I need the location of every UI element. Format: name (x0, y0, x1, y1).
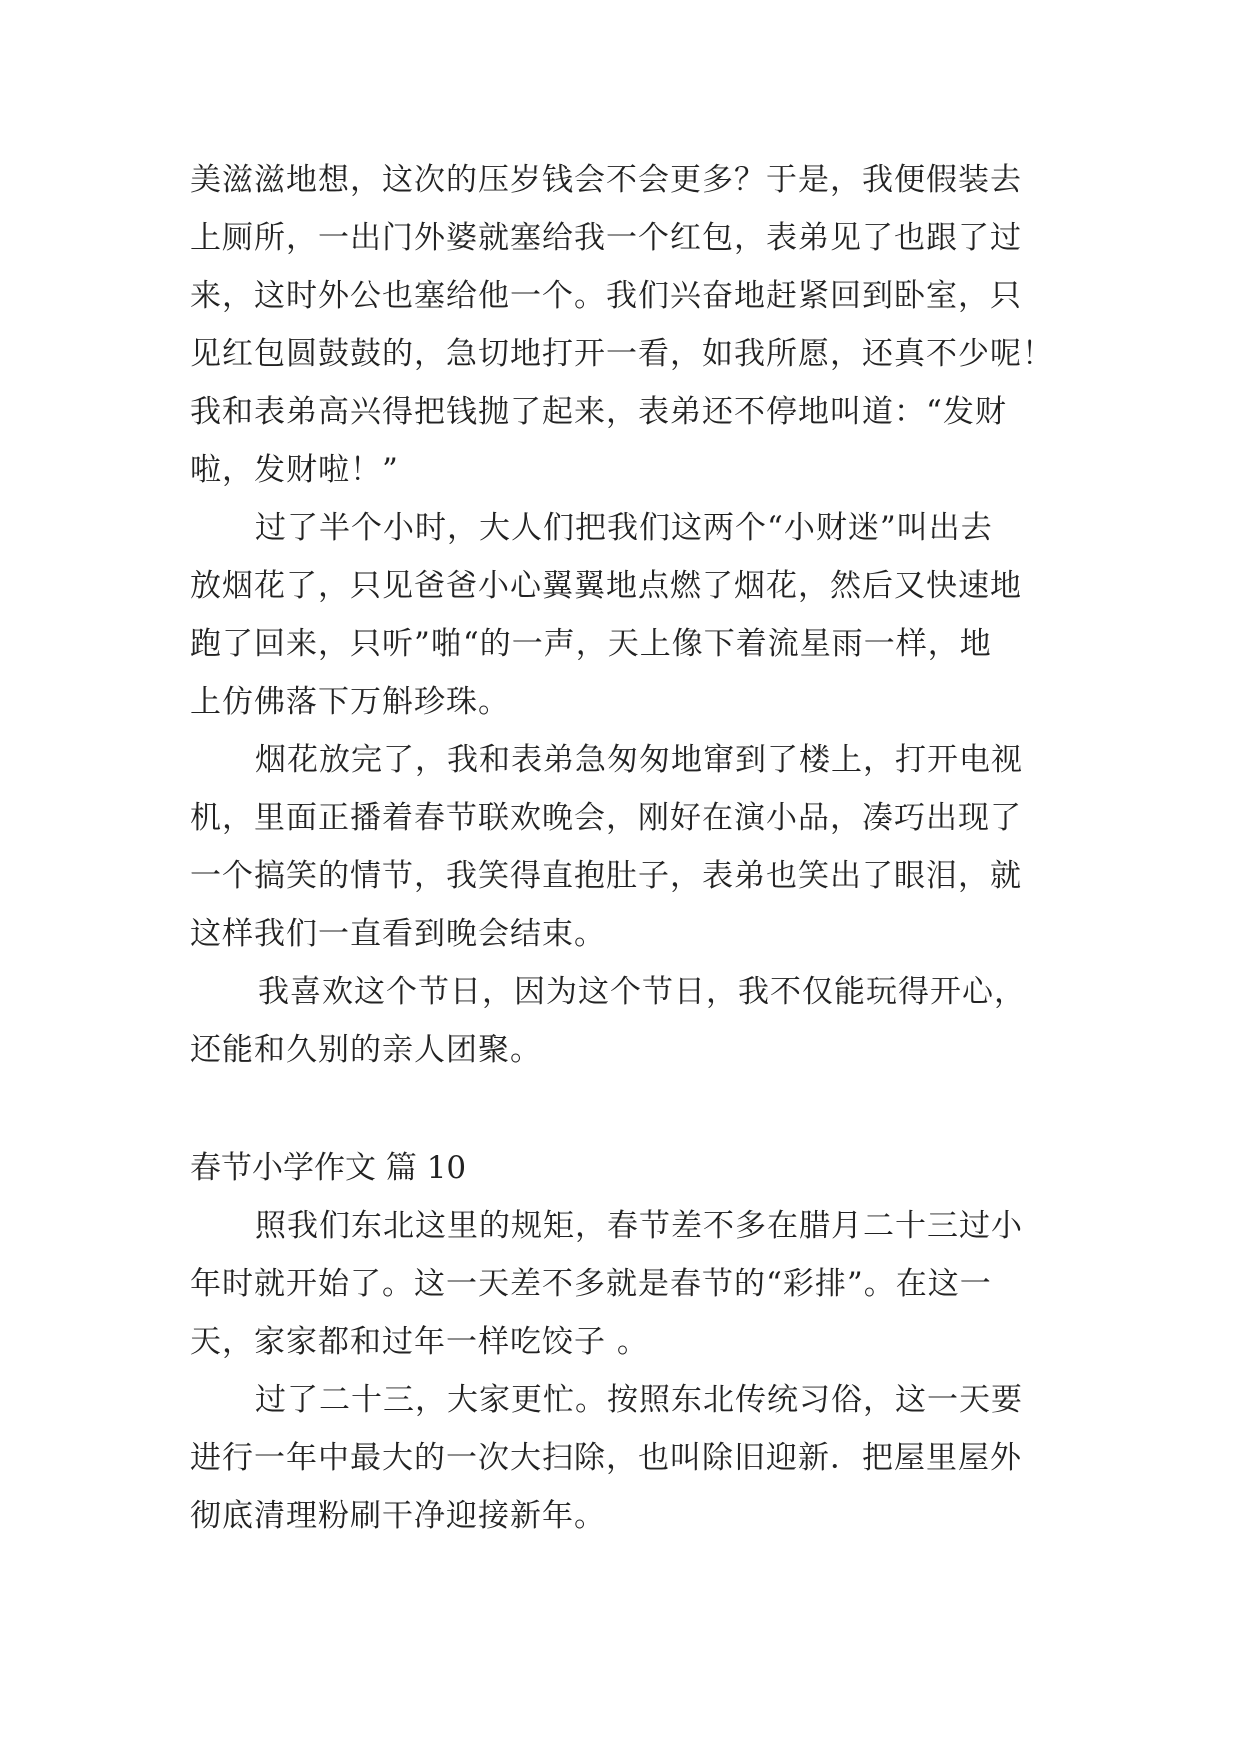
text-line: 见红包圆鼓鼓的，急切地打开一看，如我所愿，还真不少呢！ (190, 336, 1054, 372)
text-line: 年时就开始了。这一天差不多就是春节的“彩排”。在这一 (190, 1266, 992, 1302)
text-line: 放烟花了，只见爸爸小心翼翼地点燃了烟花，然后又快速地 (190, 568, 1022, 604)
paragraph-first-line: 照我们东北这里的规矩，春节差不多在腊月二十三过小 (255, 1208, 1023, 1244)
paragraph-first-line: 过了二十三，大家更忙。按照东北传统习俗，这一天要 (255, 1382, 1023, 1418)
text-line: 上仿佛落下万斛珍珠。 (190, 684, 510, 720)
text-line: 一个搞笑的情节，我笑得直抱肚子，表弟也笑出了眼泪，就 (190, 858, 1022, 894)
text-line: 来，这时外公也塞给他一个。我们兴奋地赶紧回到卧室，只 (190, 278, 1022, 314)
text-line: 我和表弟高兴得把钱抛了起来，表弟还不停地叫道：“发财 (190, 394, 1007, 430)
text-line: 跑了回来，只听”啪“的一声，天上像下着流星雨一样，地 (190, 626, 992, 662)
text-line: 啦，发财啦！” (190, 452, 399, 488)
text-line: 进行一年中最大的一次大扫除，也叫除旧迎新．把屋里屋外 (190, 1440, 1022, 1476)
paragraph-first-line: 烟花放完了，我和表弟急匆匆地窜到了楼上，打开电视 (255, 742, 1023, 778)
text-line: 上厕所，一出门外婆就塞给我一个红包，表弟见了也跟了过 (190, 220, 1022, 256)
text-line: 这样我们一直看到晚会结束。 (190, 916, 606, 952)
text-line: 美滋滋地想，这次的压岁钱会不会更多？于是，我便假装去 (190, 162, 1022, 198)
text-line: 天，家家都和过年一样吃饺子 。 (190, 1324, 649, 1360)
text-line: 彻底清理粉刷干净迎接新年。 (190, 1498, 606, 1534)
section-heading: 春节小学作文 篇 10 (190, 1150, 467, 1186)
text-line: 机，里面正播着春节联欢晚会，刚好在演小品，凑巧出现了 (190, 800, 1022, 836)
paragraph-first-line: 我喜欢这个节日，因为这个节日，我不仅能玩得开心， (258, 974, 1026, 1010)
paragraph-first-line: 过了半个小时，大人们把我们这两个“小财迷”叫出去 (255, 510, 993, 546)
text-line: 还能和久别的亲人团聚。 (190, 1032, 542, 1068)
